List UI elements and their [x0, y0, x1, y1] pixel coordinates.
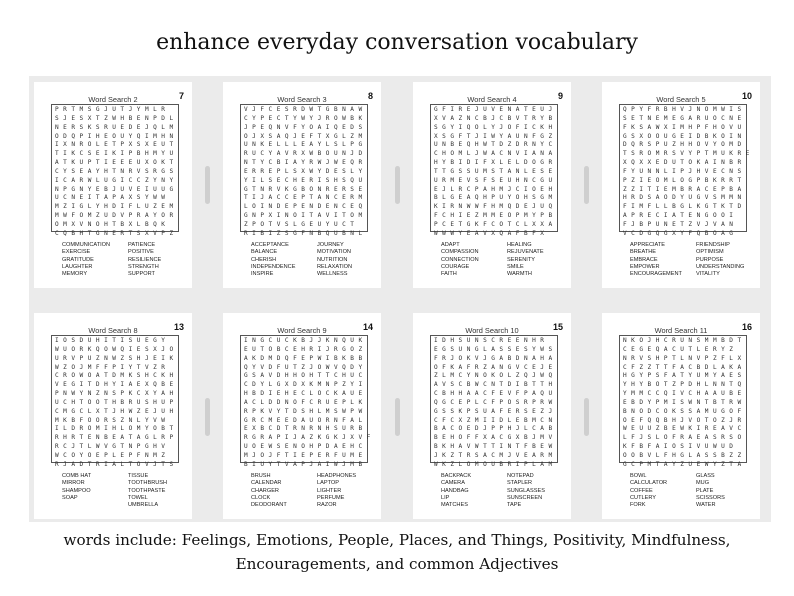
card-title: Word Search 2 — [88, 95, 138, 104]
word-list-item: REJUVENATE — [507, 249, 544, 256]
grid-row: U R M E V S F S E U H N C G U — [434, 176, 553, 184]
word-list-item: GLASS — [696, 473, 715, 479]
word-list-item: OPTIMISM — [696, 249, 724, 256]
grid-row: Z P O T V S L G E U Y U C T — [244, 220, 355, 228]
word-list-item: TAPE — [507, 502, 522, 509]
word-list-item: CHERISH — [251, 256, 277, 263]
word-search-card[interactable] — [223, 82, 381, 288]
scroll-handle-right-bottom[interactable] — [584, 398, 589, 436]
word-search-card[interactable] — [413, 313, 571, 519]
grid-row: C H O M L J W A C N V I A N A — [434, 150, 553, 158]
grid-row: Q Y V D F U T Z J O W V Q D Y — [244, 363, 363, 371]
card-title: Word Search 5 — [656, 95, 706, 104]
word-list-item: MATCHES — [441, 502, 468, 509]
word-list-column — [696, 473, 725, 509]
grid-row: J K Z T R S A C M J V E A R M — [434, 451, 553, 459]
grid-row: E U T O B C E H R I J R G O Z — [244, 345, 363, 353]
word-list-item: UMBRELLA — [128, 502, 159, 509]
word-list-item: HANDBAG — [441, 487, 469, 494]
grid-row: K I R N W W F H M Q D E J U Q — [434, 203, 553, 211]
grid-row: A T K U P T I E E E U X O K T — [55, 159, 174, 167]
word-list-item: TOWEL — [128, 494, 148, 501]
grid-row: H R D S A O D Y U G V S M M N — [623, 194, 742, 202]
word-list-item: LIP — [441, 494, 450, 501]
word-list-item: LAUGHTER — [62, 263, 93, 270]
grid-row: E X B C D T R N R N H S U R B — [244, 425, 363, 433]
word-list-item: SUPPORT — [128, 271, 155, 278]
grid-row: R P K V Y T D S H L M S W P W — [244, 407, 363, 415]
grid-row: B A C O E D J P P H J L C A B — [434, 425, 553, 433]
grid-row: E J L R C P A H M J C I O E H — [434, 185, 553, 193]
word-list-item: DEODORANT — [251, 502, 287, 509]
letter-grid — [430, 104, 558, 237]
word-list-column — [317, 473, 356, 509]
word-list-item: HEALING — [507, 242, 532, 248]
grid-row: C E G E Q A C U T L E R Y Z — [623, 345, 734, 353]
grid-row: I X N R O L E T P X S X E U T — [55, 141, 174, 149]
word-list-column — [630, 473, 667, 509]
grid-row: X Q X X E D U T O K A I N B R — [623, 159, 742, 167]
card-title: Word Search 4 — [467, 95, 517, 104]
grid-row: R I B I Z S G F N B Q U B N L — [244, 229, 363, 237]
grid-row: N R V S H P T L N V P Z F L X — [623, 354, 742, 362]
word-list-item: MEMORY — [62, 271, 88, 278]
scroll-handle-left-top[interactable] — [205, 166, 210, 204]
word-list-item: PURPOSE — [696, 256, 724, 263]
grid-row: P N W Y N Z N S P K C X Y A H — [55, 390, 174, 398]
grid-row: O F K A F R Z A N G V C E J E — [434, 363, 553, 371]
grid-row: C F Z Z T T F A C B D L A K A — [623, 363, 742, 371]
word-list-item: STRENGTH — [128, 263, 159, 270]
grid-row: W U O R K Q O W Q I E S X J O — [55, 345, 174, 353]
word-list-item: LAPTOP — [317, 480, 339, 487]
word-list-item: TISSUE — [128, 473, 149, 479]
word-search-card[interactable] — [34, 313, 192, 519]
grid-row: U C H T O O T H B R U S H U P — [55, 398, 174, 406]
grid-row: G F I R E J U V E N A T E U J — [434, 106, 553, 113]
grid-row: L O I N D E P E N D E N C E Q — [244, 203, 363, 211]
word-list-item: RELAXATION — [317, 263, 353, 270]
word-list-item: PLATE — [696, 487, 714, 494]
grid-row: G S A V D H H O H T T C H U C — [244, 372, 363, 380]
grid-row: Y M M C C Q I V C H A A U B E — [623, 390, 742, 398]
grid-row: L F J S L O F R A E A S R S O — [623, 434, 742, 442]
word-list-item: INSPIRE — [251, 271, 274, 278]
word-list-item: POSITIVE — [128, 249, 154, 256]
grid-row: R H R T E N B E A T A G L R P — [55, 434, 174, 442]
grid-row: H Y B I D I F X L E L D O G R — [434, 159, 553, 167]
letter-grid — [240, 335, 371, 468]
grid-row: V C D G Q G X Y F Q B O A G — [623, 229, 734, 237]
grid-row: C M G C L X T J H W Z E J U H — [55, 407, 174, 415]
word-list-item: ENCOURAGEMENT — [630, 271, 682, 278]
grid-row: C Y P E C T Y W Y J R O W B K — [244, 114, 363, 122]
word-list-item: VITALITY — [696, 271, 720, 278]
grid-row: N K O J H C R U N S M M B D T — [623, 337, 742, 344]
grid-row: N P G N Y E B J U V E I U U G — [55, 185, 174, 193]
word-list-column — [251, 242, 295, 278]
word-list-item: CALCULATOR — [630, 480, 668, 487]
grid-row: F Y U N N L I P J H V E C N S — [623, 167, 742, 175]
grid-row: E R R E P L S X W Y D E S L Y — [244, 167, 363, 175]
grid-row: Z Z I T I E M B R A C E P B A — [623, 185, 742, 193]
word-search-card[interactable] — [413, 82, 571, 288]
grid-row: V E G I T D H Y I A E X Q B E — [55, 381, 174, 389]
grid-row: B E H O F F X A C G X B J M V — [434, 434, 553, 442]
word-list-item: SHAMPOO — [62, 487, 91, 494]
grid-row: C Y S E A Y H T N R V S R G S — [55, 167, 174, 175]
grid-row: T I J A C C E P T A N C E R M — [244, 194, 363, 202]
grid-row: W Z O J M F F P I Y T V Z R — [55, 363, 166, 371]
grid-row: C F C X Z M I I D L E B M C N — [434, 416, 553, 424]
word-list-item: FORK — [630, 502, 646, 509]
grid-row: A P R E C I A T E N G O O I — [623, 212, 734, 220]
scroll-handle-right-top[interactable] — [584, 166, 589, 204]
letter-grid — [51, 104, 179, 237]
grid-row: P Z I E O M L O G P B K R R T — [623, 176, 742, 184]
word-list-item: FRIENDSHIP — [696, 242, 730, 248]
page-number: 9 — [557, 91, 563, 101]
grid-row: G S S K P S U A F E R S E Z J — [434, 407, 553, 415]
grid-row: T S R O M R S V Y P T M U K R E — [623, 150, 750, 158]
word-list-item: STAPLER — [507, 480, 533, 487]
grid-row: C B H H A A C F E V F P A Q U — [434, 390, 553, 398]
word-list-item: COMMUNICATION — [62, 242, 111, 248]
word-list-item: SERENITY — [507, 256, 535, 263]
word-list-column — [507, 473, 545, 509]
word-list-item: COFFEE — [630, 487, 653, 494]
grid-row: R G R A P I J A Z K G K J X V F — [244, 434, 371, 442]
grid-row: G T N R V K G B O N R E R S E — [244, 185, 363, 193]
grid-row: U R V P U Z N W Z S H J E I K — [55, 354, 174, 362]
grid-row: X S G F T J I W Y A U N F G Z — [434, 132, 553, 140]
grid-row: F J B P U N E T Z V J V A N — [623, 220, 734, 228]
word-list-item: CAMERA — [441, 480, 465, 487]
word-list-item: UNDERSTANDING — [696, 263, 745, 270]
grid-row: O E F Q Q B H J V O T O Z J R — [623, 416, 742, 424]
word-list-item: GRATITUDE — [62, 256, 94, 263]
grid-row: S J E S X T Z W H B E N P D L — [55, 114, 174, 122]
page-number: 8 — [367, 91, 373, 101]
word-list-item: COMPASSION — [441, 249, 479, 256]
word-list-item: LIGHTER — [317, 487, 342, 494]
word-list-column — [507, 242, 544, 278]
word-list-column — [128, 242, 161, 278]
card-title: Word Search 8 — [88, 326, 138, 335]
grid-row: Q P Y F R B H V J N O M W I S — [623, 106, 742, 113]
grid-row: I O S D U H I T I S U E G Y — [55, 337, 166, 344]
grid-row: W K Z L O M O U B R I P L A M — [434, 460, 553, 468]
grid-row: M W F O M Z U D V P R A Y O R — [55, 212, 174, 220]
grid-row: O J X S A Q J E F T X G L Z M — [244, 132, 363, 140]
word-list-item: TOOTHPASTE — [128, 487, 166, 494]
caption-line-1: words include: Feelings, Emotions, People, Places, and Things, Positivity, Mindfulness, — [63, 531, 731, 549]
letter-grid — [619, 104, 750, 237]
word-list-item: NOTEPAD — [507, 473, 534, 479]
word-list-item: CLOCK — [251, 494, 271, 501]
word-list-item: INDEPENDENCE — [251, 263, 296, 270]
grid-row: H G Y P S F A T Y U M Y A E S — [623, 372, 742, 380]
grid-row: S G Y I Q O L Y J O F I C K H — [434, 123, 553, 131]
caption-line-2: Encouragements, and common Adjectives — [235, 555, 559, 573]
grid-row: I N G C U C K B J J K N Q U K — [244, 337, 363, 344]
word-list-column — [630, 242, 682, 278]
grid-row: U N B E Q H W T D Z D R N Y C — [434, 141, 553, 149]
page-number: 14 — [362, 322, 373, 332]
grid-row: N T Y C B I A Y R W J W E Q R — [244, 159, 363, 167]
card-title: Word Search 3 — [277, 95, 327, 104]
grid-row: R U C Y A V R X W B O U N J D — [244, 150, 363, 158]
word-list-item: CUTLERY — [630, 494, 657, 501]
word-list-item: BALANCE — [251, 249, 278, 256]
grid-row: I C A R W L U G I C C Z Y N Y — [55, 176, 174, 184]
page-number: 7 — [178, 91, 184, 101]
word-list-column — [62, 473, 91, 502]
word-list-item: APPRECIATE — [630, 242, 666, 248]
card-title: Word Search 11 — [654, 326, 708, 335]
word-list-column — [696, 242, 744, 278]
card-title: Word Search 10 — [465, 326, 519, 335]
grid-row: G N P X I N O I T A V I T O M — [244, 212, 363, 220]
grid-row: V J F C E S R D W T G B N A W — [244, 106, 363, 113]
grid-row: I L D R O M I H L O M Y O B T — [55, 425, 174, 433]
grid-row: F I M F L L B G L K G T K T D — [623, 203, 742, 211]
grid-row: A K D M D Q F E P W I B K B B — [244, 354, 363, 362]
grid-row: Y H Y B O T Z P D H L N N T Q — [623, 381, 742, 389]
grid-row: E G S U N G L A S S E S Y W S — [434, 345, 553, 353]
word-list-column — [317, 242, 352, 278]
word-list-item: BRUSH — [251, 473, 271, 479]
grid-row: G R C M E E D A U O R N F A L — [244, 416, 363, 424]
grid-row: B L G E A Q H P U Y O H S G M — [434, 194, 553, 202]
grid-row: F K S A W X I M H P F H O V U — [623, 123, 742, 131]
grid-row: M Z I G L Y H D I F L U Z E M — [55, 203, 174, 211]
grid-row: M J O J F T I E P E R F U M E — [244, 451, 363, 459]
grid-row: Y I L S E C H E R I S H S Q U — [244, 176, 363, 184]
grid-row: B I U Y T V A P J A I W J M B — [244, 460, 363, 468]
word-list-column — [251, 473, 287, 509]
word-list-item: SUNSCREEN — [507, 494, 543, 501]
word-list-item: WARMTH — [507, 271, 532, 278]
grid-row: E B D Y P M I S W N T B T R W — [623, 398, 742, 406]
word-list-item: JOURNEY — [317, 242, 344, 248]
grid-row: F R J O K V J G A B D N A H A — [434, 354, 553, 362]
word-list-item: PERFUME — [317, 494, 345, 501]
word-list-item: WATER — [696, 502, 716, 509]
page-number: 16 — [741, 322, 752, 332]
word-search-card[interactable] — [602, 82, 760, 288]
grid-row: B N O D C O K S S A M U G O F — [623, 407, 742, 415]
word-list-item: COMB HAT — [62, 473, 92, 479]
grid-row: H B D I E H E C L O C K A U E — [244, 390, 363, 398]
grid-row: F C H I E Z M M E O P M Y P B — [434, 212, 553, 220]
grid-row: W E U U Z B E W K I R E A V C — [623, 425, 742, 433]
scroll-handle-mid-bottom[interactable] — [395, 398, 400, 436]
word-list-column — [441, 242, 479, 278]
page-number: 13 — [173, 322, 184, 332]
word-search-card[interactable] — [34, 82, 192, 288]
word-list-item: BACKPACK — [441, 473, 472, 479]
grid-row: U C N E I T A P A X S Y W W — [55, 194, 166, 202]
word-search-card[interactable] — [223, 313, 381, 519]
scroll-handle-mid-top[interactable] — [395, 166, 400, 204]
grid-row: W C O Y O E P L E P F N M Z — [55, 451, 166, 459]
grid-row: X V A Z N C B J C B V T R Y B — [434, 114, 553, 122]
grid-row: A V S C B W C N T D I B T T H — [434, 381, 553, 389]
grid-row: G C P M T A Y Z U E W Y Z T A — [623, 460, 742, 468]
word-list-item: FAITH — [441, 271, 457, 278]
word-list-item: COURAGE — [441, 263, 470, 270]
grid-row: P C E T G K F C O T C L X X A — [434, 220, 553, 228]
card-title: Word Search 9 — [277, 326, 327, 335]
grid-row: O O B V L F H G L A S S B Z Z — [623, 451, 742, 459]
page-title: enhance everyday conversation vocabulary — [156, 30, 638, 55]
grid-row: N E R S K S R U E D E J Q L M — [55, 123, 174, 131]
word-list-column — [62, 242, 110, 278]
grid-row: R J A D T R I A L T O V J T S — [55, 460, 174, 468]
word-list-item: CALENDAR — [251, 480, 282, 487]
word-list-column — [128, 473, 167, 509]
grid-row: O D Q P I H E O U Y Q I M H N — [55, 132, 174, 140]
grid-row: J P E Q N V F Y O A I Q E D S — [244, 123, 363, 131]
grid-row: T T G S S U M S T A N L E S E — [434, 167, 553, 175]
scroll-handle-left-bottom[interactable] — [205, 398, 210, 436]
grid-row: C D Y L G X D X K M N P Z Y I — [244, 381, 363, 389]
word-list-item: SMILE — [507, 263, 524, 270]
word-list-item: MOTIVATION — [317, 249, 351, 256]
grid-row: A C L D D N O F C R U E P L K — [244, 398, 363, 406]
word-list-item: SOAP — [62, 494, 78, 501]
word-list-item: RAZOR — [317, 502, 337, 509]
letter-grid — [51, 335, 179, 468]
letter-grid — [240, 104, 368, 237]
word-list-item: SCISSORS — [696, 494, 725, 501]
word-list-item: RESILIENCE — [128, 256, 162, 263]
grid-row: T I K C S E I K I P B H M Y U — [55, 150, 174, 158]
grid-row: S E T N E M E G A R U O C N E — [623, 114, 742, 122]
grid-row: R C J T L W V G T N P G H V — [55, 443, 166, 451]
word-list-item: ADAPT — [441, 242, 460, 248]
grid-row: P R T M S G J U T J Y M L R — [55, 106, 166, 113]
word-list-item: BREATHE — [630, 249, 657, 256]
word-list-item: SUNGLASSES — [507, 487, 545, 494]
page-number: 10 — [741, 91, 752, 101]
word-list-item: MIRROR — [62, 480, 85, 487]
word-search-card[interactable] — [602, 313, 760, 519]
page-number: 15 — [552, 322, 563, 332]
word-list-item: WELLNESS — [317, 271, 348, 278]
grid-row: U N K E L L L E A Y L S L P G — [244, 141, 363, 149]
word-list-item: EMBRACE — [630, 256, 658, 263]
word-list-item: ACCEPTANCE — [251, 242, 289, 248]
word-list-item: CONNECTION — [441, 256, 479, 263]
word-list-item: EMPOWER — [630, 263, 660, 270]
word-list-item: BOWL — [630, 473, 647, 479]
word-list-item: CHARGER — [251, 487, 279, 494]
grid-row: W W W Y E A V X Q A F B F X — [434, 229, 545, 237]
word-list-item: MUG — [696, 480, 710, 487]
grid-row: C R O W O A T D M K S H C K H — [55, 372, 174, 380]
grid-row: B K H A V W T T I N T F B E W — [434, 443, 553, 451]
word-list-item: PATIENCE — [128, 242, 156, 248]
word-list-column — [441, 473, 471, 509]
grid-row: U O E W S E N O H P D A E H C — [244, 443, 363, 451]
letter-grid — [619, 335, 747, 468]
grid-row: I D H S U N S C R E E N H R — [434, 337, 545, 344]
grid-row: D Q R S P U Z H H O V Y O M D — [623, 141, 742, 149]
grid-row: K F B F A I O S I V U W U D — [623, 443, 734, 451]
grid-row: M K B F O O R S Z N L Y V W — [55, 416, 166, 424]
word-list-item: TOOTHBRUSH — [128, 480, 168, 487]
word-list-item: HEADPHONES — [317, 473, 357, 479]
letter-grid — [430, 335, 558, 468]
grid-row: C Q B H T G N E R T S X V P Z — [55, 229, 174, 237]
grid-row: Q G C E P L C F P O S R P R W — [434, 398, 553, 406]
grid-row: Z L M C Y N O K O L Z Q J W Q — [434, 372, 553, 380]
word-list-item: NUTRITION — [317, 256, 348, 263]
grid-row: O M X V N O H T B X L B Q K — [55, 220, 166, 228]
word-list-item: EXERCISE — [62, 249, 91, 256]
grid-row: G S X O O U G E I D B K O I N — [623, 132, 742, 140]
